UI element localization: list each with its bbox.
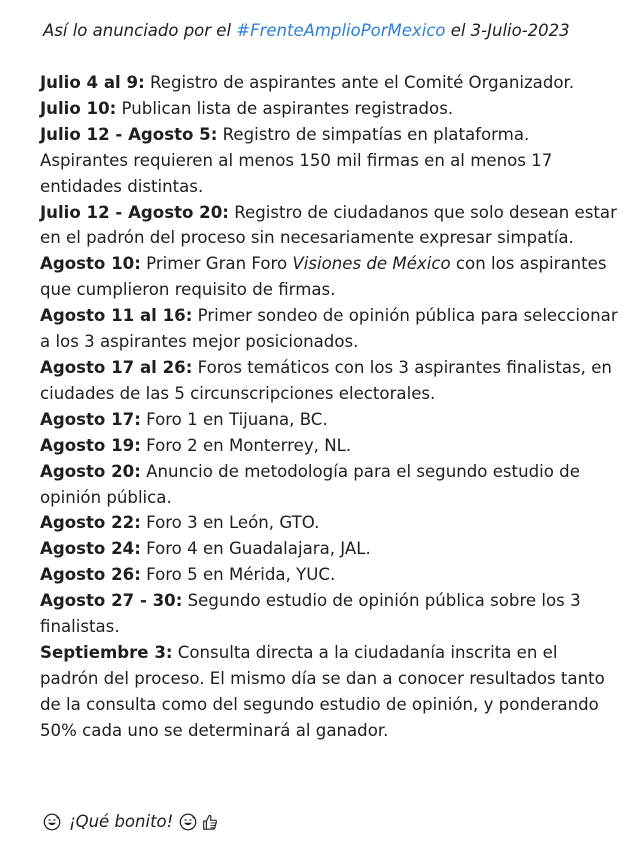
entry-text: Registro de ciudadanos que solo desean estar en el padrón del proceso sin necesariamente expresar simpatía. — [40, 202, 617, 248]
entry-date: Agosto 17 al 26: — [40, 357, 193, 377]
entry-text: Registro de aspirantes ante el Comité Organizador. — [144, 73, 575, 92]
entry-text-continued: con los aspirantes que cumplieron requisito de firmas. — [40, 254, 607, 300]
schedule-entry — [40, 433, 620, 459]
grinning-sweat-face-icon — [179, 813, 197, 831]
entry-date: Julio 12 - Agosto 20: — [40, 202, 229, 222]
schedule-entry — [40, 355, 620, 407]
entry-text: Foro 2 en Monterrey, NL. — [140, 435, 352, 455]
schedule-entry — [40, 536, 620, 562]
entry-italic-title: Visiones de México — [292, 254, 451, 274]
schedule-entry — [40, 640, 620, 744]
footer-phrase: ¡Qué bonito! — [69, 812, 174, 831]
header-prefix: Así lo anunciado por el — [43, 21, 237, 40]
entry-text: Foro 3 en León, GTO. — [140, 513, 320, 533]
entry-text: Foro 1 en Tijuana, BC. — [140, 409, 328, 429]
header-suffix: el 3-Julio-2023 — [445, 21, 570, 40]
entry-date: Julio 10: — [40, 98, 117, 118]
entry-text: Registro de simpatías en plataforma. Aspirantes requieren al menos 150 mil firmas en al menos 17 entidades distintas. — [40, 124, 553, 196]
entry-date: Julio 4 al 9: — [40, 73, 145, 92]
entry-date: Agosto 20: — [40, 461, 141, 481]
entry-text: Publican lista de aspirantes registrados. — [116, 98, 454, 118]
entry-text: Primer Gran Foro — [140, 254, 293, 274]
schedule-entry — [40, 122, 620, 200]
thumbs-up-icon — [201, 813, 219, 831]
schedule-entry — [40, 459, 620, 511]
schedule-entry — [40, 70, 620, 96]
schedule-entry — [40, 407, 620, 433]
entry-text: Foro 4 en Guadalajara, JAL. — [140, 539, 371, 559]
schedule-entry — [40, 251, 620, 303]
schedule-list — [40, 70, 620, 744]
hashtag-link[interactable]: #FrenteAmplioPorMexico — [236, 21, 446, 40]
entry-date: Agosto 24: — [40, 539, 141, 559]
entry-text: Segundo estudio de opinión pública sobre los 3 finalistas. — [40, 591, 581, 637]
entry-date: Agosto 27 - 30: — [40, 591, 183, 611]
schedule-entry — [40, 510, 620, 536]
entry-date: Agosto 26: — [40, 565, 141, 585]
schedule-entry — [40, 562, 620, 588]
entry-text: Consulta directa a la ciudadanía inscrita en el padrón del proceso. El mismo día se dan a conocer resultados tanto de la consulta como del segundo estudio de opinión, y ponderando 50% cada uno se determinará al ganador. — [40, 642, 605, 740]
schedule-entry — [40, 200, 620, 252]
post-header — [43, 18, 623, 44]
entry-date: Agosto 19: — [40, 435, 141, 455]
entry-text: Foro 5 en Mérida, YUC. — [140, 565, 336, 585]
entry-date: Septiembre 3: — [40, 642, 173, 662]
entry-text: Foros temáticos con los 3 aspirantes finalistas, en ciudades de las 5 circunscripciones electorales. — [40, 357, 612, 403]
entry-date: Agosto 22: — [40, 513, 141, 533]
post-footer — [43, 810, 219, 834]
entry-date: Agosto 11 al 16: — [40, 306, 193, 326]
schedule-entry — [40, 303, 620, 355]
entry-date: Julio 12 - Agosto 5: — [40, 124, 218, 144]
schedule-entry — [40, 96, 620, 122]
entry-text: Anuncio de metodología para el segundo estudio de opinión pública. — [40, 461, 580, 507]
entry-date: Agosto 17: — [40, 409, 141, 429]
entry-date: Agosto 10: — [40, 254, 141, 274]
entry-text: Primer sondeo de opinión pública para seleccionar a los 3 aspirantes mejor posicionados. — [40, 306, 618, 352]
grinning-sweat-face-icon — [43, 813, 61, 831]
schedule-entry — [40, 588, 620, 640]
